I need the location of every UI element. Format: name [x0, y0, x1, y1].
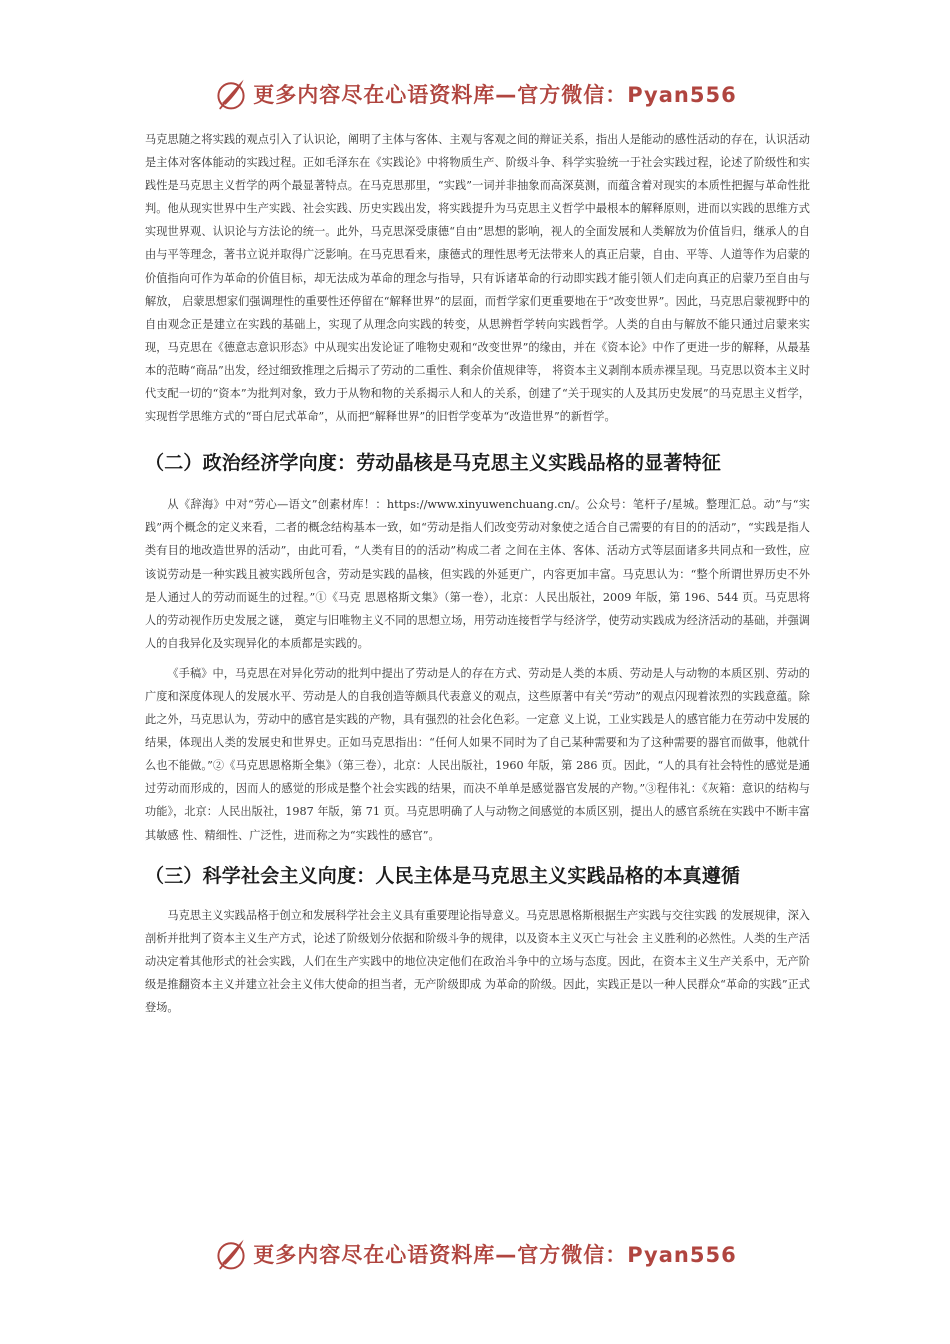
section-heading-scientific-socialism: （三）科学社会主义向度：人民主体是马克思主义实践品格的本真遵循 — [145, 864, 741, 887]
header-banner — [0, 72, 950, 116]
paragraph-labor-definition: 从《辞海》中对“劳心—语文”创素材库！：https://www.xinyuwenchuang.cn/。公众号：笔杆子/星城。整理汇总。动”与“实践”两个概念的定义来看，二者的概念结构基本一致，如“劳动是指人们改变劳动对象使之适合自己需要的有目的的活动”，“实践是指人类有目的地改造世界的活动”，由此可看，“人类有目的的活动”构成二者 之间在主体、客体、活动方式等层面诸多共同点和一致性，应该说劳动是一种实践且被实践所包含，劳动是实践的晶核，但实践的外延更广，内容更加丰富。马克思认为：“整个所谓世界历史不外是人通过人的劳动而诞生的过程。”①《马克 思恩格斯文集》（第一卷），北京：人民出版社，2009 年版，第 196、544 页。马克思将人的劳动视作历史发展之谜， 奠定与旧唯物主义不同的思想立场，用劳动连接哲学与经济学，使劳动实践成为经济活动的基础，并强调人的自我异化及实现异化的本质都是实践的。 — [145, 498, 810, 650]
footer-banner — [0, 1232, 950, 1276]
footer-banner-text: 更多内容尽在心语资料库—官方微信：Pyan556 — [253, 1243, 737, 1267]
paragraph-manuscripts-labor: 《手稿》中，马克思在对异化劳动的批判中提出了劳动是人的存在方式、劳动是人类的本质、劳动是人与动物的本质区别、劳动的广度和深度体现人的发展水平、劳动是人的自我创造等颇具代表意义的观点，这些原著中有关“劳动”的观点闪现着浓烈的实践意蕴。除此之外，马克思认为，劳动中的感官是实践的产物，具有强烈的社会化色彩。一定意 义上说，工业实践是人的感官能力在劳动中发展的结果，体现出人类的发展史和世界史。正如马克思指出：“任何人如果不同时为了自己某种需要和为了这种需要的器官而做事，他就什么也不能做。”②《马克思恩格斯全集》（第三卷），北京：人民出版社，1960 年版，第 286 页。因此，“人的具有社会特性的感觉是通过劳动而形成的，因而人的感觉的形成是整个社会实践的结果，而决不单单是感觉器官发展的产物。”③程伟礼：《灰箱：意识的结构与功能》，北京：人民出版社，1987 年版，第 71 页。马克思明确了人与动物之间感觉的本质区别，提出人的感官系统在实践中不断丰富其敏感 性、精细性、广泛性，进而称之为“实践性的感官”。 — [145, 666, 810, 842]
paragraph-practice-epistemology: 马克思随之将实践的观点引入了认识论，阐明了主体与客体、主观与客观之间的辩证关系，指出人是能动的感性活动的存在，认识活动是主体对客体能动的实践过程。正如毛泽东在《实践论》中将物质生产、阶级斗争、科学实验统一于社会实践过程，论述了阶级性和实践性是马克思主义哲学的两个最显著特点。在马克思那里，“实践”一词并非抽象而高深莫测，而蕴含着对现实的本质性把握与革命性批判。他从现实世界中生产实践、社会实践、历史实践出发，将实践提升为马克思主义哲学中最根本的解释原则，进而以实践的思维方式实现世界观、认识论与方法论的统一。此外，马克思深受康德“自由”思想的影响，视人的全面发展和人类解放为价值旨归，继承人的自由与平等理念，著书立说并取得广泛影响。在马克思看来，康德式的理性思考无法带来人的真正启蒙，自由、平等、人道等作为启蒙的价值指向可作为革命的价值目标，却无法成为革命的理念与指导，只有诉诸革命的行动即实践才能引领人们走向真正的启蒙乃至自由与解放， 启蒙思想家们强调理性的重要性还停留在“解释世界”的层面，而哲学家们更重要地在于“改变世界”。因此，马克思启蒙视野中的自由观念正是建立在实践的基础上，实现了从理念向实践的转变，从思辨哲学转向实践哲学。人类的自由与解放不能只通过启蒙来实现，马克思在《德意志意识形态》中从现实出发论证了唯物史观和“改变世界”的缘由，并在《资本论》中作了更进一步的解释，从最基本的范畴“商品”出发，经过细致推理之后揭示了劳动的二重性、剩余价值规律等， 将资本主义剥削本质赤裸呈现。马克思以资本主义时代支配一切的“资本”为批判对象，致力于从物和物的关系揭示人和人的关系，创建了“关于现实的人及其历史发展”的马克思主义哲学，实现哲学思维方式的“哥白尼式革命”，从而把“解释世界”的旧哲学变革为“改造世界”的新哲学。 — [145, 133, 810, 424]
section-heading-political-economy: （二）政治经济学向度：劳动晶核是马克思主义实践品格的显著特征 — [145, 452, 722, 475]
quill-pen-logo-icon — [213, 76, 249, 112]
quill-pen-logo-icon — [213, 1236, 249, 1272]
paragraph-scientific-socialism: 马克思主义实践品格于创立和发展科学社会主义具有重要理论指导意义。马克思恩格斯根据生产实践与交往实践 的发展规律，深入剖析并批判了资本主义生产方式，论述了阶级划分依据和阶级斗争的规律，以及资本主义灭亡与社会 主义胜利的必然性。人类的生产活动决定着其他形式的社会实践，人们在生产实践中的地位决定他们在政治斗争中的立场与态度。因此，在资本主义生产关系中，无产阶级是推翻资本主义并建立社会主义伟大使命的担当者，无产阶级即成 为革命的阶级。因此，实践正是以一种人民群众“革命的实践”正式登场。 — [145, 908, 810, 1014]
document-body — [145, 128, 810, 1019]
header-banner-text: 更多内容尽在心语资料库—官方微信：Pyan556 — [253, 83, 737, 107]
